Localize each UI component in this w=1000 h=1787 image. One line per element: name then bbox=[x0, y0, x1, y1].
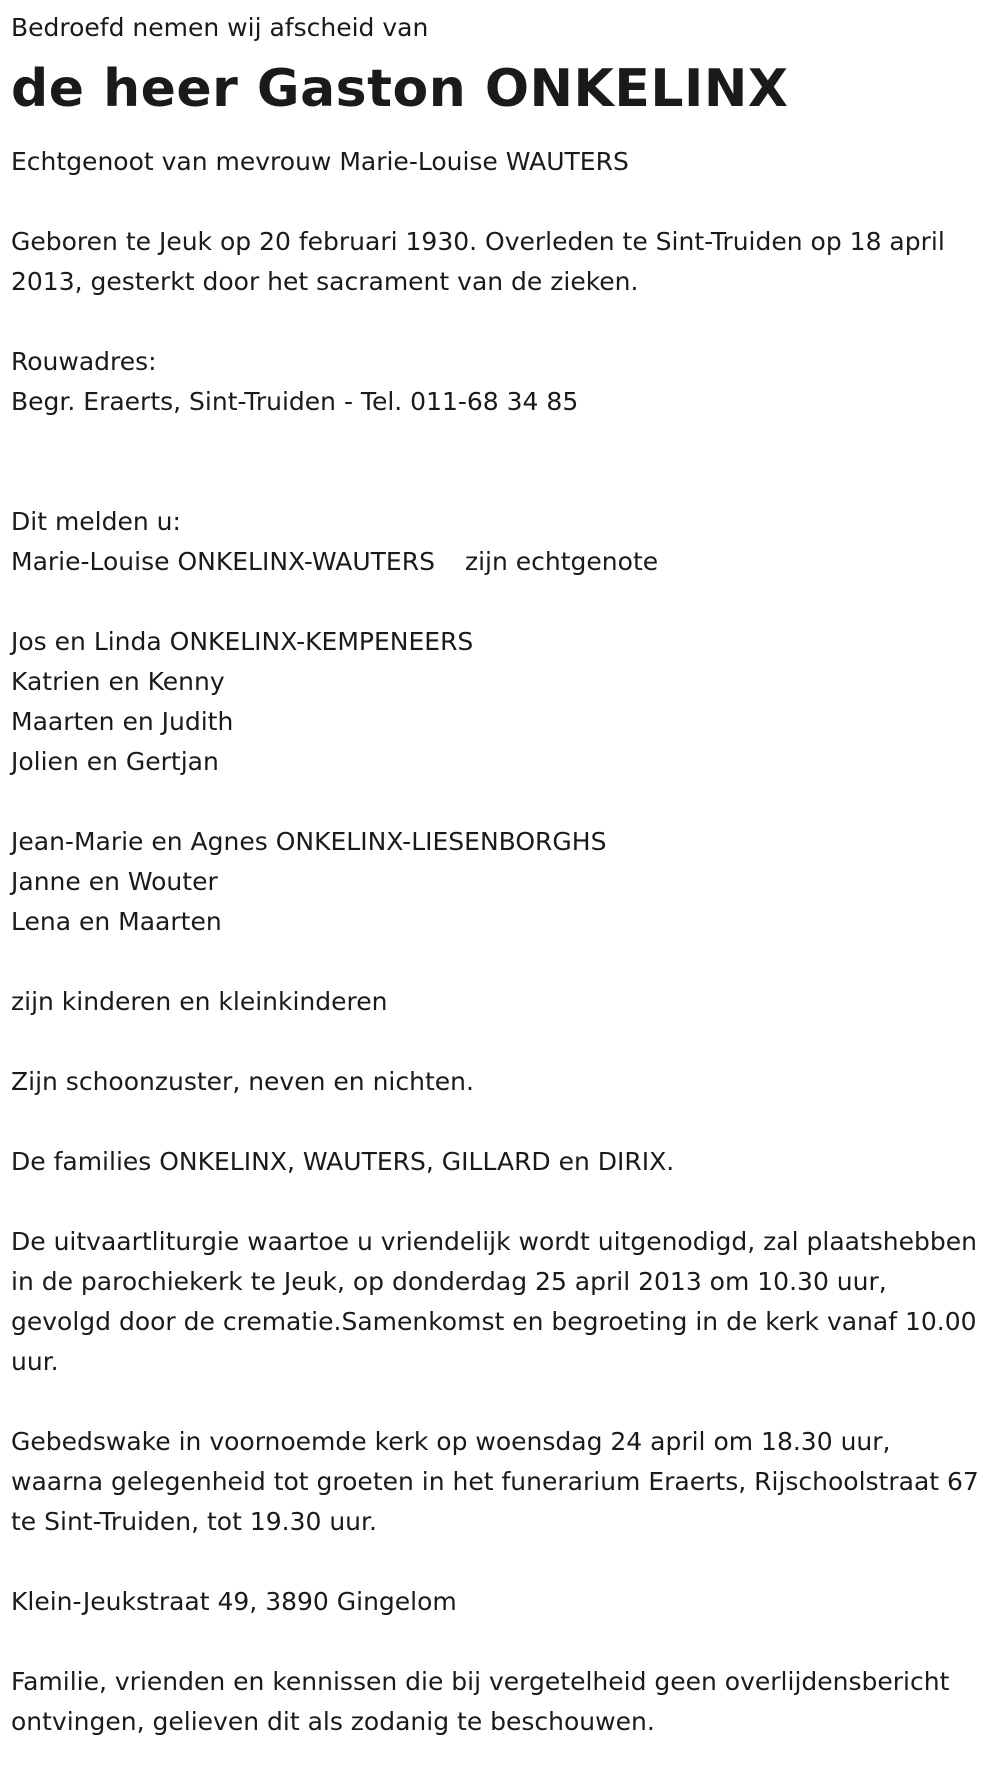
liturgy-text: De uitvaartliturgie waartoe u vriendelijk wordt uitgenodigd, zal plaatshebben in de parochiekerk te Jeuk, op donderdag 25 april 2013 om 10.30 uur, gevolgd door de crematie.Samenkomst en begroeting in de kerk vanaf 10.00 uur. bbox=[11, 1227, 977, 1376]
intro-text: Bedroefd nemen wij afscheid van bbox=[11, 13, 429, 42]
widow-line bbox=[11, 542, 989, 582]
closing-text: Familie, vrienden en kennissen die bij vergetelheid geen overlijdensbericht ontvingen, gelieven dit als zodanig te beschouwen. bbox=[11, 1667, 950, 1736]
address-text: Klein-Jeukstraat 49, 3890 Gingelom bbox=[11, 1587, 457, 1616]
widow-relation: zijn echtgenote bbox=[464, 547, 659, 576]
deceased-name: de heer Gaston ONKELINX bbox=[11, 59, 789, 119]
birth-death-text: Geboren te Jeuk op 20 februari 1930. Overleden te Sint-Truiden op 18 april 2013, gesterkt door het sacrament van de zieken. bbox=[11, 227, 945, 296]
spouse-line: Echtgenoot van mevrouw Marie-Louise WAUTERS bbox=[11, 147, 629, 176]
families-text: De families ONKELINX, WAUTERS, GILLARD en DIRIX. bbox=[11, 1147, 675, 1176]
children-note: zijn kinderen en kleinkinderen bbox=[11, 987, 388, 1016]
family2-line-3: Lena en Maarten bbox=[11, 907, 222, 936]
melden-label: Dit melden u: bbox=[11, 507, 181, 536]
vigil-text: Gebedswake in voornoemde kerk op woensdag 24 april om 18.30 uur, waarna gelegenheid tot groeten in het funerarium Eraerts, Rijschoolstraat 67 te Sint-Truiden, tot 19.30 uur. bbox=[11, 1427, 979, 1536]
rouwadres-text: Begr. Eraerts, Sint-Truiden - Tel. 011-68 34 85 bbox=[11, 387, 579, 416]
family1-line-4: Jolien en Gertjan bbox=[11, 747, 219, 776]
family1-line-3: Maarten en Judith bbox=[11, 707, 234, 736]
family1-line-1: Jos en Linda ONKELINX-KEMPENEERS bbox=[11, 627, 474, 656]
family2-line-1: Jean-Marie en Agnes ONKELINX-LIESENBORGHS bbox=[11, 827, 607, 856]
rouwadres-label: Rouwadres: bbox=[11, 347, 157, 376]
relatives-text: Zijn schoonzuster, neven en nichten. bbox=[11, 1067, 474, 1096]
family1-line-2: Katrien en Kenny bbox=[11, 667, 225, 696]
family2-line-2: Janne en Wouter bbox=[11, 867, 218, 896]
widow-name: Marie-Louise ONKELINX-WAUTERS bbox=[11, 547, 435, 576]
